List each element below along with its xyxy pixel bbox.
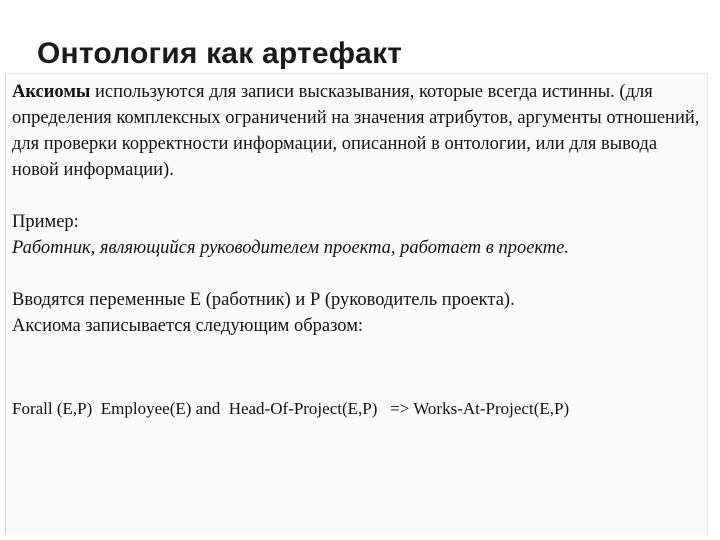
axioms-paragraph — [12, 79, 702, 183]
axioms-definition: используются для записи высказывания, которые всегда истинны. (для определения комплексных ограничений на значения атрибутов, аргументы отношений, для проверки корректности информации, описанной в онтологии, или для вывода новой информации). — [12, 82, 700, 180]
example-label: Пример: — [12, 212, 79, 232]
axiom-formula: Forall (E,P) Employee(E) and Head-Of-Project(E,P) => Works-At-Project(E,P) — [12, 399, 570, 418]
axioms-term: Аксиомы — [12, 82, 91, 102]
slide-title: Онтология как артефакт — [37, 37, 403, 70]
axiom-intro-line: Аксиома записывается следующим образом: — [12, 316, 364, 336]
variables-line: Вводятся переменные Е (работник) и Р (руководитель проекта). — [12, 290, 515, 310]
spacer — [12, 261, 702, 287]
slide-body — [12, 79, 702, 339]
example-statement: Работник, являющийся руководителем проекта, работает в проекте. — [12, 238, 570, 258]
spacer — [12, 183, 702, 209]
